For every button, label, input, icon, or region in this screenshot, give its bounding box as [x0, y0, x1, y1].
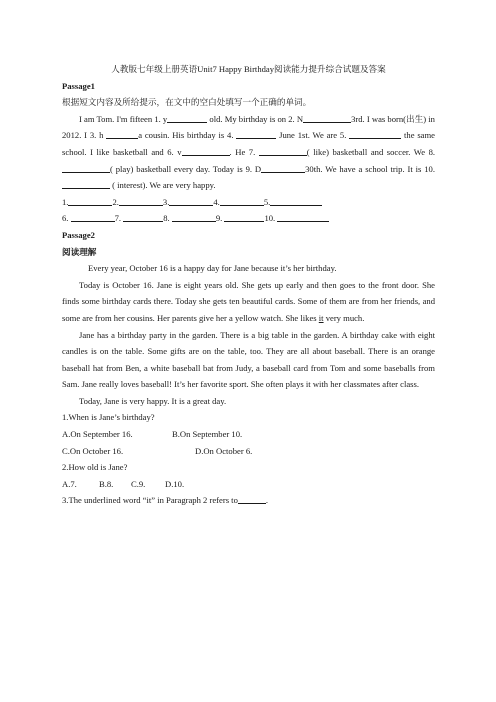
q2-option-b[interactable]: B.8.: [99, 478, 114, 489]
blank-2[interactable]: [303, 113, 351, 123]
blank-6[interactable]: [182, 146, 230, 156]
question-2-options: [62, 476, 435, 493]
answer-row-1: 1. 2. 3. 4. 5.: [62, 194, 435, 211]
blank-4[interactable]: [236, 129, 276, 139]
answer-blank-8[interactable]: [172, 212, 216, 222]
answer-blank-3[interactable]: [169, 196, 213, 206]
q1-option-c[interactable]: C.On October 16.: [62, 445, 124, 456]
q3-answer-blank[interactable]: [238, 494, 266, 504]
q2-option-c[interactable]: C.9.: [131, 478, 146, 489]
q1-option-b[interactable]: B.On September 10.: [172, 429, 243, 440]
answer-blank-9[interactable]: [224, 212, 264, 222]
answer-blank-2[interactable]: [119, 196, 163, 206]
q1-option-a[interactable]: A.On September 16.: [62, 429, 133, 440]
answer-blank-4[interactable]: [220, 196, 264, 206]
question-3: 3.The underlined word “it” in Paragraph 2 refers to .: [62, 495, 269, 506]
underlined-word: it: [318, 312, 324, 323]
blank-10[interactable]: [62, 179, 110, 189]
document-page: [62, 61, 435, 509]
passage1-instruction: 根据短文内容及所给提示，在文中的空白处填写一个正确的单词。: [62, 97, 312, 108]
question-1: 1.When is Jane’s birthday?: [62, 412, 155, 423]
blank-1[interactable]: [167, 113, 207, 123]
passage2-para4: Today, Jane is very happy. It is a great day.: [79, 395, 227, 406]
answer-blank-5[interactable]: [270, 196, 322, 206]
passage1-heading: Passage1: [62, 80, 95, 91]
answer-blank-1[interactable]: [68, 196, 112, 206]
answer-blank-6[interactable]: [71, 212, 115, 222]
q1-option-d[interactable]: D.On October 6.: [195, 445, 253, 456]
blank-5[interactable]: [349, 129, 401, 139]
q2-option-d[interactable]: D.10.: [165, 478, 185, 489]
blank-8[interactable]: [62, 163, 110, 173]
answer-row-2: 6. 7. 8. 9. 10.: [62, 210, 435, 227]
question-2: 2.How old is Jane?: [62, 462, 128, 473]
blank-9[interactable]: [261, 163, 305, 173]
q2-option-a[interactable]: A.7.: [62, 478, 77, 489]
passage1-text: I am Tom. I'm fifteen 1. y old. My birthday is on 2. N 3rd. I was born(出生) in 2012. I 3. h a cousin. His birthday is 4. June 1st. We are 5. the same school. I like basketball and 6. v . He 7. ( like) basketball and soccer. We 8. ( play) basketball every day. Today is 9. D 30th. We have a school trip. It is 10. ( interest). We are very happy.: [62, 113, 436, 191]
answer-blank-10[interactable]: [277, 212, 329, 222]
passage2-para2: Today is October 16. Jane is eight years old. She gets up early and then goes to the front door. She finds some birthday cards there. Today she gets ten beautiful cards. Some of them are from her friends, and some are from her cousins. Her parents give her a yellow watch. She likes it very much.: [62, 279, 435, 323]
passage2-subheading: 阅读理解: [62, 246, 97, 257]
question-1-options-row1: [62, 426, 435, 443]
passage2-heading: Passage2: [62, 229, 95, 240]
answer-blank-7[interactable]: [123, 212, 163, 222]
passage2-para1: Every year, October 16 is a happy day for Jane because it’s her birthday.: [88, 263, 337, 274]
question-1-options-row2: [62, 443, 435, 460]
document-title: 人教版七年级上册英语Unit7 Happy Birthday阅读能力提升综合试题及答案: [111, 64, 386, 74]
blank-3[interactable]: [106, 129, 138, 139]
blank-7[interactable]: [259, 146, 307, 156]
passage2-para3: Jane has a birthday party in the garden. There is a big table in the garden. A birthday cake with eight candles is on the table. Some gifts are on the table, too. They are all about baseball. There is an orange baseball hat from Ben, a white baseball bat from Judy, a baseball card from Tom and some baseballs from Sam. Jane really loves baseball! It’s her favorite sport. She often plays it with her classmates after class.: [62, 329, 435, 390]
